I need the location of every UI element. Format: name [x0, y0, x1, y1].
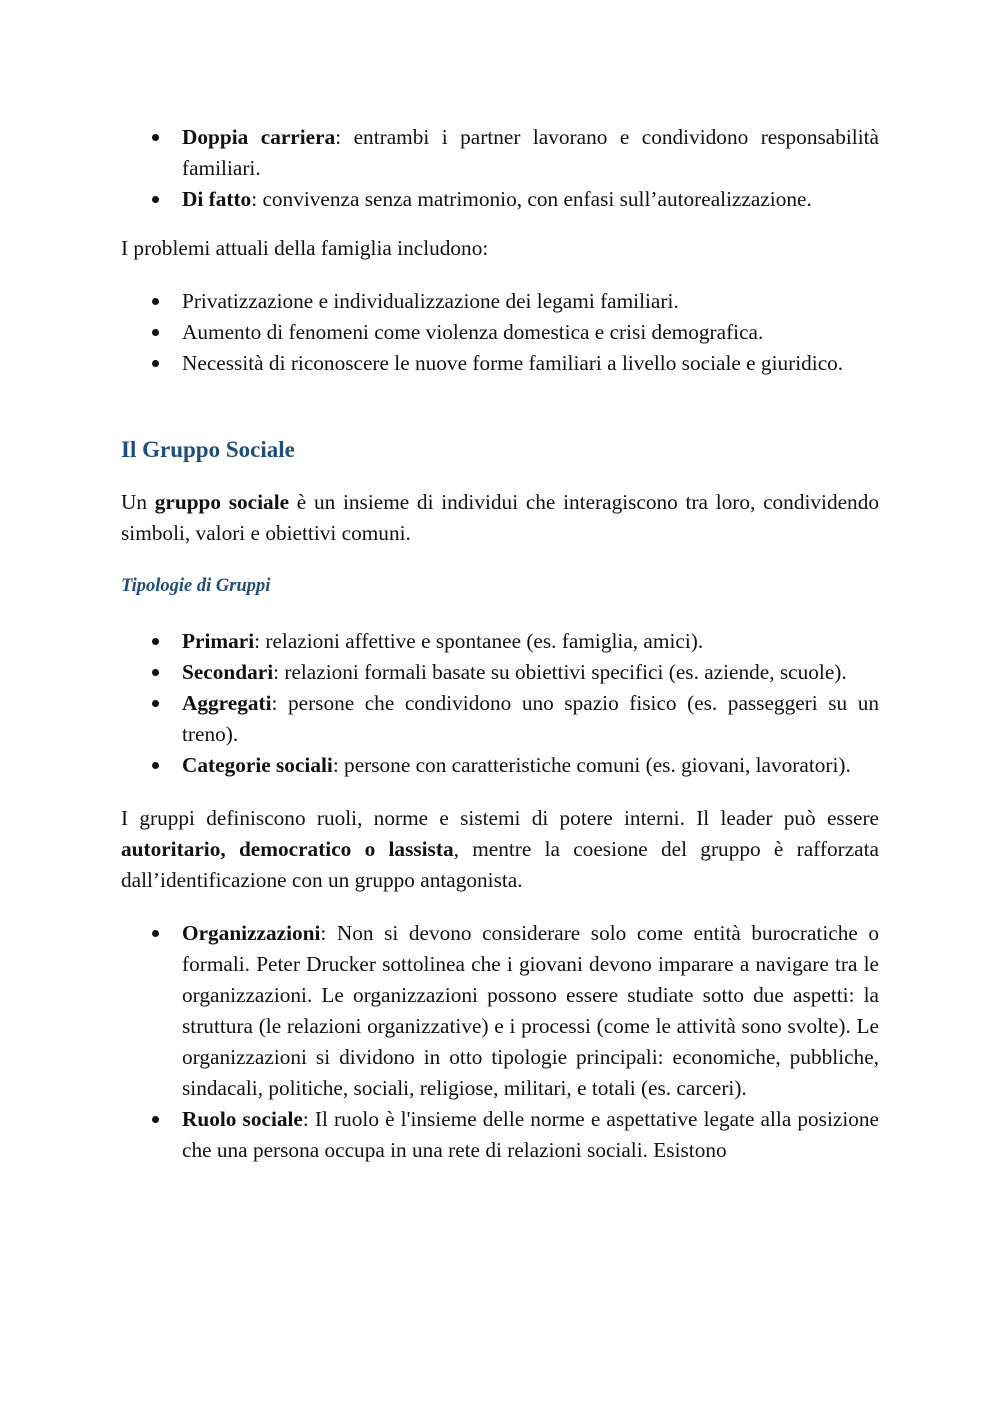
list-item: Privatizzazione e individualizzazione dei legami familiari.	[121, 286, 879, 317]
list-item: Aggregati: persone che condividono uno spazio fisico (es. passeggeri su un treno).	[121, 688, 879, 750]
section-heading: Il Gruppo Sociale	[121, 437, 295, 462]
list-item: Necessità di riconoscere le nuove forme familiari a livello sociale e giuridico.	[121, 348, 879, 379]
list-item: Di fatto: convivenza senza matrimonio, con enfasi sull’autorealizzazione.	[121, 184, 879, 215]
document-page	[121, 122, 879, 1166]
concepts-list	[121, 918, 879, 1166]
list-item: Doppia carriera: entrambi i partner lavorano e condividono responsabilità familiari.	[121, 122, 879, 184]
list-item: Categorie sociali: persone con caratteristiche comuni (es. giovani, lavoratori).	[121, 750, 879, 781]
list-item: Aumento di fenomeni come violenza domestica e crisi demografica.	[121, 317, 879, 348]
family-types-list	[121, 122, 879, 215]
problems-intro: I problemi attuali della famiglia includono:	[121, 236, 489, 260]
group-intro-paragraph: Un gruppo sociale è un insieme di individui che interagiscono tra loro, condividendo simboli, valori e obiettivi comuni.	[121, 490, 879, 545]
leader-paragraph: I gruppi definiscono ruoli, norme e sistemi di potere interni. Il leader può essere autoritario, democratico o lassista, mentre la coesione del gruppo è rafforzata dall’identificazione con un gruppo antagonista.	[121, 806, 879, 892]
list-item: Organizzazioni: Non si devono considerare solo come entità burocratiche o formali. Peter Drucker sottolinea che i giovani devono imparare a navigare tra le organizzazioni. Le organizzazioni possono essere studiate sotto due aspetti: la struttura (le relazioni organizzative) e i processi (come le attività sono svolte). Le organizzazioni si dividono in otto tipologie principali: economiche, pubbliche, sindacali, politiche, sociali, religiose, militari, e totali (es. carceri).	[121, 918, 879, 1104]
problems-list	[121, 286, 879, 379]
list-item: Primari: relazioni affettive e spontanee (es. famiglia, amici).	[121, 626, 879, 657]
list-item: Secondari: relazioni formali basate su obiettivi specifici (es. aziende, scuole).	[121, 657, 879, 688]
list-item: Ruolo sociale: Il ruolo è l'insieme delle norme e aspettative legate alla posizione che una persona occupa in una rete di relazioni sociali. Esistono	[121, 1104, 879, 1166]
group-types-list	[121, 626, 879, 781]
subsection-heading: Tipologie di Gruppi	[121, 576, 271, 596]
